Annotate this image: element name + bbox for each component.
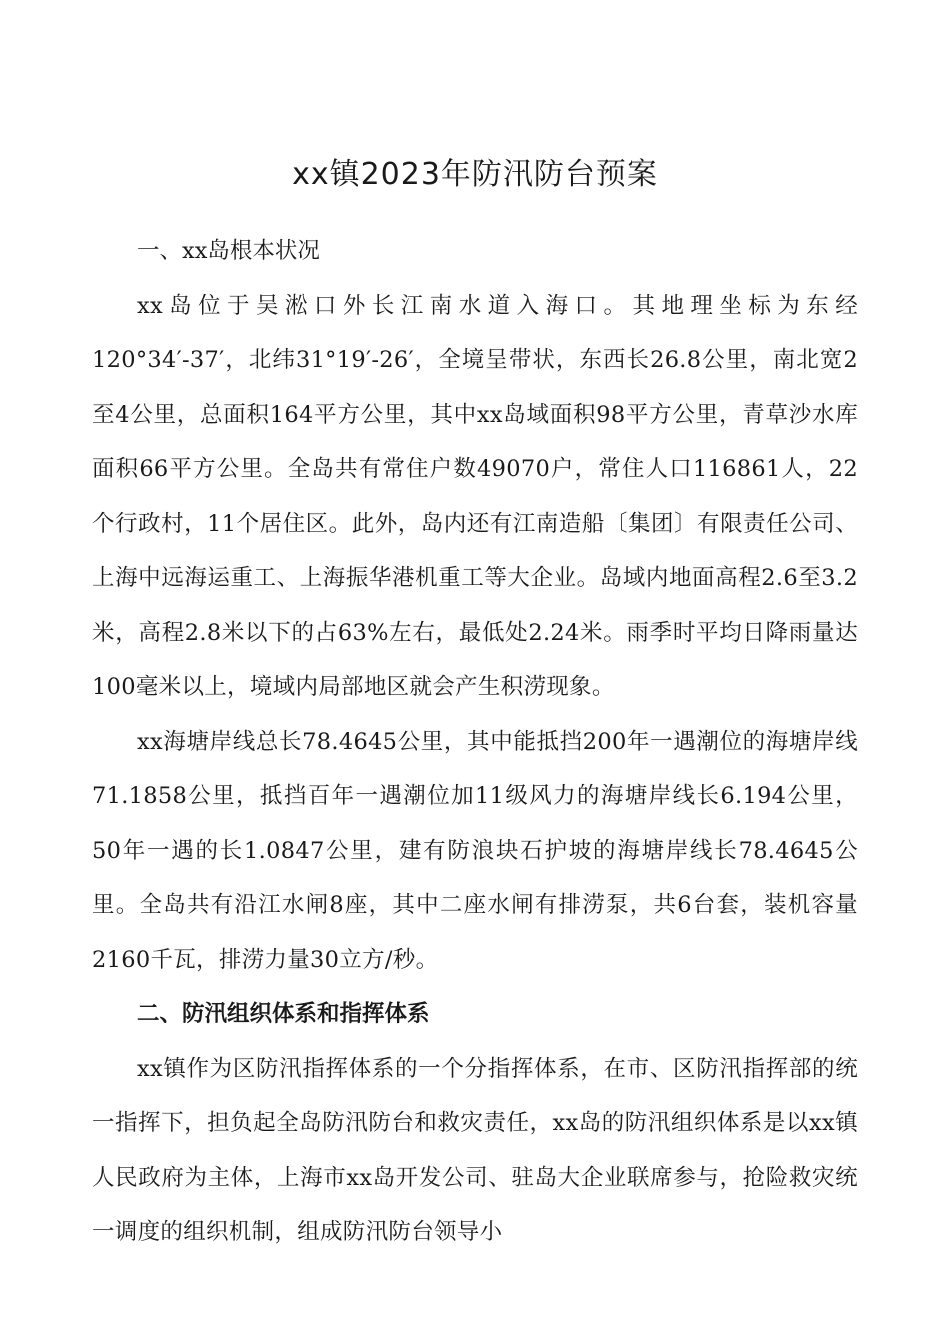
section-2-paragraph-1: xx镇作为区防汛指挥体系的一个分指挥体系，在市、区防汛指挥部的统一指挥下，担负起全岛防汛防台和救灾责任，xx岛的防汛组织体系是以xx镇人民政府为主体，上海市xx岛开发公司、驻岛大企业联席参与，抢险救灾统一调度的组织机制，组成防汛防台领导小 (92, 1055, 858, 1245)
document-page (92, 148, 858, 1260)
section-1-paragraph-1: xx岛位于吴淞口外长江南水道入海口。其地理坐标为东经120°34′-37′，北纬31°19′-26′，全境呈带状，东西长26.8公里，南北宽2至4公里，总面积164平方公里，其中xx岛域面积98平方公里，青草沙水库面积66平方公里。全岛共有常住户数49070户，常住人口116861人，22个行政村，11个居住区。此外，岛内还有江南造船〔集团〕有限责任公司、上海中远海运重工、上海振华港机重工等大企业。岛域内地面高程2.6至3.2米，高程2.8米以下的占63%左右，最低处2.24米。雨季时平均日降雨量达100毫米以上，境域内局部地区就会产生积涝现象。 (92, 292, 858, 700)
section-1-heading: 一、xx岛根本状况 (137, 238, 320, 264)
section-1-paragraph-2: xx海塘岸线总长78.4645公里，其中能抵挡200年一遇潮位的海塘岸线71.1858公里，抵挡百年一遇潮位加11级风力的海塘岸线长6.194公里，50年一遇的长1.0847公里，建有防浪块石护坡的海塘岸线长78.4645公里。全岛共有沿江水闸8座，其中二座水闸有排涝泵，共6台套，装机容量2160千瓦，排涝力量30立方/秒。 (92, 728, 858, 973)
section-2-heading: 二、防汛组织体系和指挥体系 (137, 1001, 430, 1027)
document-title: xx镇2023年防汛防台预案 (292, 157, 658, 192)
